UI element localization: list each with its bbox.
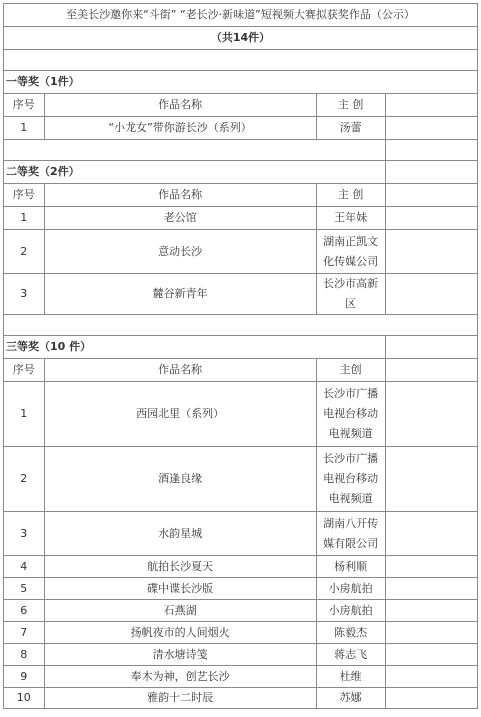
row-no: 1 [4, 117, 45, 140]
spacer-row [4, 315, 478, 336]
row-no: 5 [4, 578, 45, 600]
header-row [4, 359, 478, 382]
table-row [4, 230, 478, 274]
empty-cell [385, 622, 477, 644]
empty-cell [385, 688, 477, 709]
empty-cell [385, 230, 477, 274]
row-no: 2 [4, 447, 45, 512]
row-author: 小房航拍 [316, 600, 385, 622]
row-no: 1 [4, 382, 45, 447]
first-prize-heading: 一等奖（1件） [4, 71, 478, 94]
row-name: “小龙女”带你游长沙（系列） [44, 117, 316, 140]
row-author: 陈毅杰 [316, 622, 385, 644]
table-row [4, 556, 478, 578]
row-name: 清水塘诗笺 [44, 644, 316, 666]
empty-cell [385, 644, 477, 666]
row-author: 湖南八开传媒有限公司 [316, 512, 385, 556]
row-author: 长沙市高新区 [316, 274, 385, 315]
empty-cell [385, 600, 477, 622]
header-no: 序号 [4, 184, 45, 207]
empty-cell [385, 207, 477, 230]
header-author: 主 创 [316, 94, 385, 117]
row-name: 航拍长沙夏天 [44, 556, 316, 578]
row-no: 1 [4, 207, 45, 230]
row-author: 杜维 [316, 666, 385, 688]
row-name: 意动长沙 [44, 230, 316, 274]
row-author: 苏娜 [316, 688, 385, 709]
row-author: 汤蕾 [316, 117, 385, 140]
empty-cell [385, 578, 477, 600]
table-row [4, 274, 478, 315]
header-name: 作品名称 [44, 184, 316, 207]
row-no: 8 [4, 644, 45, 666]
table-row [4, 512, 478, 556]
empty-cell [385, 117, 477, 140]
empty-cell [385, 94, 477, 117]
header-author: 主创 [316, 359, 385, 382]
empty-cell [385, 556, 477, 578]
row-no: 3 [4, 274, 45, 315]
row-name: 石燕湖 [44, 600, 316, 622]
spacer-row [4, 140, 386, 161]
row-author: 长沙市广播电视台移动电视频道 [316, 447, 385, 512]
row-name: 扬帆夜市的人间烟火 [44, 622, 316, 644]
row-author: 长沙市广播电视台移动电视频道 [316, 382, 385, 447]
table-row [4, 578, 478, 600]
table-row [4, 622, 478, 644]
row-name: 雅韵十二时辰 [44, 688, 316, 709]
header-author: 主 创 [316, 184, 385, 207]
second-prize-heading: 二等奖（2件） [4, 161, 386, 184]
row-author: 蒋志飞 [316, 644, 385, 666]
total-count: （共14件） [4, 27, 478, 50]
row-name: 水韵星城 [44, 512, 316, 556]
header-no: 序号 [4, 359, 45, 382]
empty-cell [385, 359, 477, 382]
row-no: 2 [4, 230, 45, 274]
empty-cell [385, 184, 477, 207]
row-author: 小房航拍 [316, 578, 385, 600]
row-name: 碟中谍长沙版 [44, 578, 316, 600]
row-no: 4 [4, 556, 45, 578]
empty-cell [385, 512, 477, 556]
empty-cell [385, 666, 477, 688]
row-no: 6 [4, 600, 45, 622]
header-name: 作品名称 [44, 94, 316, 117]
awards-table [3, 3, 478, 709]
row-author: 王年妹 [316, 207, 385, 230]
row-name: 酒逢良缘 [44, 447, 316, 512]
row-no: 10 [4, 688, 45, 709]
empty-cell [385, 382, 477, 447]
empty-cell [385, 274, 477, 315]
spacer-row [4, 50, 478, 71]
table-row [4, 644, 478, 666]
table-row [4, 117, 478, 140]
table-row [4, 666, 478, 688]
table-title: 至美长沙邀你来“斗街” “老长沙·新味道”短视频大赛拟获奖作品（公示） [4, 4, 478, 27]
table-row [4, 447, 478, 512]
third-prize-heading: 三等奖（10 件） [4, 336, 386, 359]
table-row [4, 207, 478, 230]
empty-cell [385, 447, 477, 512]
row-author: 杨利顺 [316, 556, 385, 578]
header-row [4, 94, 478, 117]
row-name: 老公馆 [44, 207, 316, 230]
table-row [4, 600, 478, 622]
row-no: 9 [4, 666, 45, 688]
row-no: 7 [4, 622, 45, 644]
empty-cell [385, 161, 477, 184]
empty-cell [385, 140, 477, 161]
row-author: 湖南正凯文化传媒公司 [316, 230, 385, 274]
header-row [4, 184, 478, 207]
row-name: 西园北里（系列） [44, 382, 316, 447]
header-name: 作品名称 [44, 359, 316, 382]
row-name: 麓谷新青年 [44, 274, 316, 315]
header-no: 序号 [4, 94, 45, 117]
row-no: 3 [4, 512, 45, 556]
table-row [4, 382, 478, 447]
row-name: 奉木为神，创艺长沙 [44, 666, 316, 688]
table-row [4, 688, 478, 709]
empty-cell [385, 336, 477, 359]
